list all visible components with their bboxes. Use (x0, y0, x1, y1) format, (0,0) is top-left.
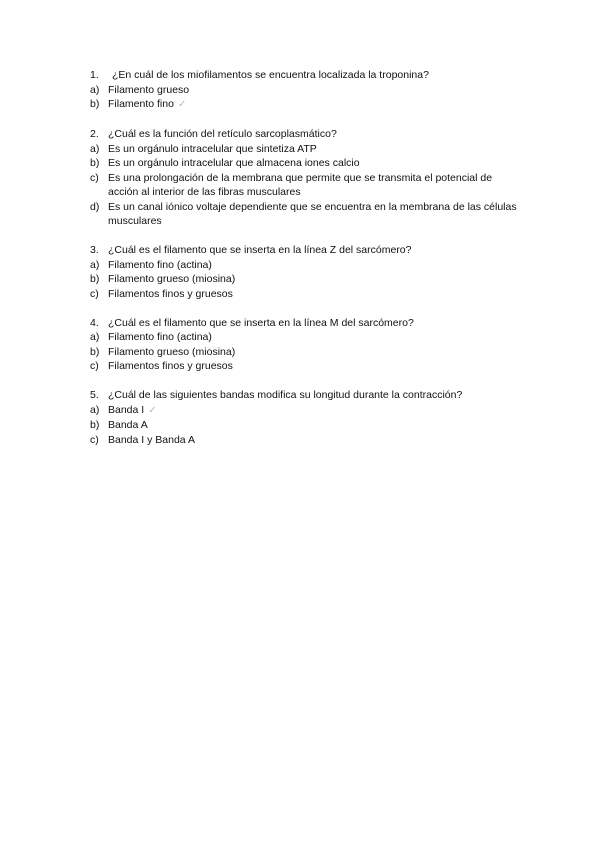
option-letter: b) (90, 98, 100, 110)
option-text: Banda I y Banda A (108, 433, 195, 446)
option-letter: a) (90, 258, 100, 271)
option-letter: a) (90, 331, 100, 343)
option-letter: c) (90, 171, 99, 184)
question-5 (90, 388, 522, 447)
option-text: Filamento grueso (miosina) (108, 345, 236, 358)
question-3 (90, 243, 522, 301)
option-a (90, 142, 522, 157)
option-letter: b) (90, 345, 100, 358)
question-line (90, 316, 522, 331)
question-number: 3. (90, 244, 99, 256)
option-c (90, 433, 522, 448)
option-text: Banda A (108, 419, 148, 431)
question-text: ¿En cuál de los miofilamentos se encuentra localizada la troponina? (112, 69, 429, 81)
option-letter: b) (90, 157, 100, 169)
option-c (90, 359, 522, 374)
option-a (90, 258, 522, 273)
option-c (90, 171, 522, 200)
option-text: Filamentos finos y gruesos (108, 360, 233, 372)
option-text: Filamento fino (actina) (108, 258, 212, 271)
option-letter: a) (90, 83, 100, 96)
question-number: 4. (90, 316, 99, 329)
option-text: Es un orgánulo intracelular que almacena iones calcio (108, 157, 360, 169)
question-text: ¿Cuál es el filamento que se inserta en la línea M del sarcómero? (108, 316, 414, 329)
option-letter: c) (90, 287, 99, 300)
option-letter: b) (90, 419, 100, 431)
option-letter: a) (90, 142, 100, 155)
option-b (90, 97, 522, 113)
question-4 (90, 316, 522, 374)
question-number: 2. (90, 128, 99, 140)
option-letter: a) (90, 403, 100, 416)
option-text: Es un orgánulo intracelular que sintetiza ATP (108, 142, 317, 155)
question-number: 5. (90, 389, 99, 401)
option-letter: d) (90, 200, 100, 213)
option-b (90, 345, 522, 360)
question-line (90, 388, 522, 403)
question-line (90, 243, 522, 258)
option-text: Es una prolongación de la membrana que permite que se transmita el potencial de acción al interior de las fibras musculares (108, 171, 493, 198)
option-letter: c) (90, 360, 99, 372)
question-2 (90, 127, 522, 229)
option-b (90, 156, 522, 171)
option-text: Es un canal iónico voltaje dependiente que se encuentra en la membrana de las células musculares (108, 200, 517, 227)
question-line (90, 68, 522, 83)
option-a (90, 330, 522, 345)
option-text: Filamento grueso (miosina) (108, 273, 236, 285)
question-text: ¿Cuál es el filamento que se inserta en la línea Z del sarcómero? (108, 244, 412, 256)
option-text: Filamento fino (108, 98, 174, 110)
option-b (90, 418, 522, 433)
option-b (90, 272, 522, 287)
option-letter: b) (90, 273, 100, 285)
check-mark-icon: ✓ (177, 99, 187, 110)
option-a (90, 403, 522, 419)
option-letter: c) (90, 433, 99, 446)
option-c (90, 287, 522, 302)
question-text: ¿Cuál de las siguientes bandas modifica su longitud durante la contracción? (108, 389, 463, 401)
question-number: 1. (90, 69, 99, 81)
question-line (90, 127, 522, 142)
option-a (90, 83, 522, 98)
option-text: Banda I (108, 403, 145, 416)
check-mark-icon: ✓ (148, 404, 157, 416)
question-text: ¿Cuál es la función del retículo sarcoplasmático? (108, 128, 337, 140)
question-1 (90, 68, 522, 113)
option-text: Filamentos finos y gruesos (108, 287, 233, 300)
option-text: Filamento fino (actina) (108, 331, 212, 343)
option-d (90, 200, 522, 229)
option-text: Filamento grueso (108, 83, 190, 96)
